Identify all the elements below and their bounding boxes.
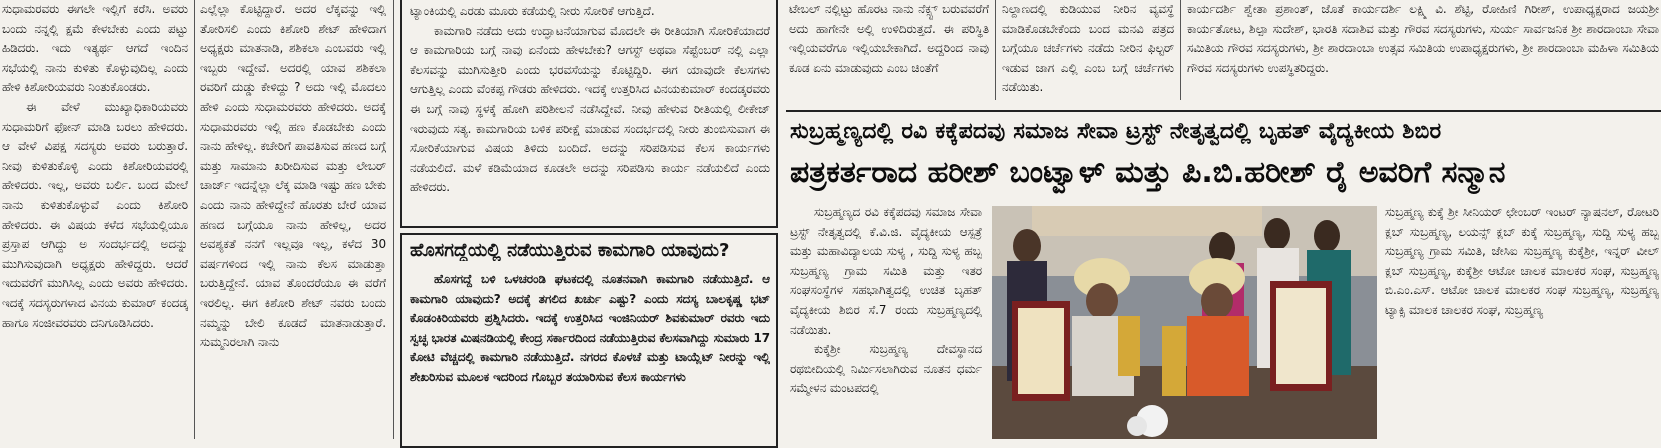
column-rule-2 bbox=[393, 0, 394, 439]
column-rule-4 bbox=[995, 0, 996, 100]
main-left-paragraph-2: ಕುಕ್ಕೆಶ್ರೀ ಸುಬ್ರಹ್ಮಣ್ಯ ದೇವಸ್ಥಾನದ ರಥಬೀದಿಯಲ್ಲಿ ನಿರ್ಮಿಸಲಾಗಿರುವ ನೂತನ ಧರ್ಮ ಸಮ್ಮೇಳನ ಮಂಟಪದಲ್ಲಿ bbox=[790, 342, 982, 396]
main-story-kicker: ಸುಬ್ರಹ್ಮಣ್ಯದಲ್ಲಿ ರವಿ ಕಕ್ಕೆಪದವು ಸಮಾಜ ಸೇವಾ ಟ್ರಸ್ಟ್ ನೇತೃತ್ವದಲ್ಲಿ ಬೃಹತ್ ವೈದ್ಯಕೀಯ ಶಿಬಿರ bbox=[790, 119, 1442, 144]
hosagadde-paragraph-1: ಹೊಸಗದ್ದೆ ಬಳಿ ಒಳಚರಂಡಿ ಘಟಕದಲ್ಲಿ ನೂತನವಾಗಿ ಕಾಮಗಾರಿ ನಡೆಯುತ್ತಿದೆ. ಆ ಕಾಮಗಾರಿ ಯಾವುದು? ಅದಕ್ಕೆ ತಗಲಿದ ಖರ್ಚು ಎಷ್ಟು? ಎಂದು ಸದಸ್ಯ ಬಾಲಕೃಷ್ಣ ಭಟ್ ಕೊಡಂಕಿರಿಯವರು ಪ್ರಶ್ನಿಸಿದರು. ಇದಕ್ಕೆ ಉತ್ತರಿಸಿದ ಇಂಜಿನಿಯರ್ ಶಿವಕುಮಾರ್ ರವರು ಇದು ಸ್ವಚ್ಛ ಭಾರತ ಮಿಷನಡಿಯಲ್ಲಿ ಕೇಂದ್ರ ಸರ್ಕಾರದಿಂದ ನಡೆಯುತ್ತಿರುವ ಕೆಲಸವಾಗಿದ್ದು ಸುಮಾರು 17 ಕೋಟಿ ವೆಚ್ಚದಲ್ಲಿ ಕಾಮಗಾರಿ ನಡೆಯುತ್ತಿದೆ. ನಗರದ ಕೊಳಚೆ ಮತ್ತು ಟಾಯ್ಲೆಟ್ ನೀರನ್ನು ಇಲ್ಲಿ ಶೇಖರಿಸುವ ಮೂಲಕ ಇದರಿಂದ ಗೊಬ್ಬರ ತಯಾರಿಸುವ ಕೆಲಸ ಕಾರ್ಯಗಳು bbox=[410, 272, 770, 384]
main-story-left-text bbox=[790, 203, 982, 439]
water-tank-paragraph-1: ಟ್ಯಾಂಕಿಯಲ್ಲಿ ಎರಡು ಮೂರು ಕಡೆಯಲ್ಲಿ ನೀರು ಸೋರಿಕೆ ಆಗುತ್ತಿದೆ. bbox=[410, 4, 655, 18]
column-4-text bbox=[789, 0, 989, 102]
main-left-paragraph-1: ಸುಬ್ರಹ್ಮಣ್ಯದ ರವಿ ಕಕ್ಕೆಪದವು ಸಮಾಜ ಸೇವಾ ಟ್ರಸ್ಟ್ ನೇತೃತ್ವದಲ್ಲಿ ಕೆ.ವಿ.ಜಿ. ವೈದ್ಯಕೀಯ ಆಸ್ಪತ್ರೆ ಮತ್ತು ಮಹಾವಿದ್ಯಾಲಯ ಸುಳ್ಯ , ಸುದ್ದಿ ಸುಳ್ಯ ಹಬ್ಬ ಸುಬ್ರಹ್ಮಣ್ಯ ಗ್ರಾಮ ಸಮಿತಿ ಮತ್ತು ಇತರ ಸಂಘಸಂಸ್ಥೆಗಳ ಸಹಭಾಗಿತ್ವದಲ್ಲಿ ಉಚಿತ ಬೃಹತ್ ವೈದ್ಯಕೀಯ ಶಿಬಿರ ಸೆ.7 ರಂದು ಸುಬ್ರಹ್ಮಣ್ಯದಲ್ಲಿ ನಡೆಯಿತು. bbox=[790, 205, 982, 337]
water-tank-story-text bbox=[410, 2, 770, 222]
main-story-headline: ಪತ್ರಕರ್ತರಾದ ಹರೀಶ್ ಬಂಟ್ವಾಳ್ ಮತ್ತು ಪಿ.ಬಿ.ಹರೀಶ್ ರೈ ಅವರಿಗೆ ಸನ್ಮಾನ bbox=[790, 155, 1506, 190]
hosagadde-story-title: ಹೊಸಗದ್ದೆಯಲ್ಲಿ ನಡೆಯುತ್ತಿರುವ ಕಾಮಗಾರಿ ಯಾವುದು? bbox=[410, 240, 730, 261]
main-story-right-text bbox=[1385, 203, 1659, 439]
col1-paragraph-2: ಈ ವೇಳೆ ಮುಖ್ಯಾಧಿಕಾರಿಯವರು ಸುಧಾಮರಿಗೆ ಫೋನ್ ಮಾಡಿ ಬರಲು ಹೇಳಿದರು. ಆ ವೇಳೆ ವಿಪಕ್ಷ ಸದಸ್ಯರು ಅವರು ಬರುತ್ತಾರೆ. ನೀವು ಕುಳಿತುಕೊಳ್ಳಿ ಎಂದು ಕಿಶೋರಿಯವರಲ್ಲಿ ಹೇಳಿದರು. ಇಲ್ಲ, ಅವರು ಬರ್ಲಿ. ಬಂದ ಮೇಲೆ ನಾನು ಕುಳಿತುಕೊಳ್ಳುವೆ ಎಂದು ಕಿಶೋರಿ ಹೇಳಿದರು. ಈ ವಿಷಯ ಕಳೆದ ಸಭೆಯಲ್ಲಿಯೂ ಪ್ರಸ್ತಾಪ ಆಗಿದ್ದು ಅ ಸಂದರ್ಭದಲ್ಲಿ ಅದನ್ನು ಮುಗಿಸುವುದಾಗಿ ಅಧ್ಯಕ್ಷರು ಹೇಳಿದ್ದರು. ಆದರೆ ಇದುವರೆಗೆ ಮುಗಿಸಿಲ್ಲ ಎಂದು ಅವರು ಹೇಳಿದರು. ಇದಕ್ಕೆ ಸದಸ್ಯರುಗಳಾದ ವಿನಯ ಕುಮಾರ್ ಕಂದಡ್ಕ ಹಾಗೂ ಸಂಜೀವರವರು ದನಿಗೂಡಿಸಿದರು. bbox=[2, 99, 188, 330]
water-tank-paragraph-2: ಕಾಮಗಾರಿ ನಡೆದು ಅದು ಉದ್ಘಾಟನೆಯಾಗುವ ಮೊದಲೇ ಈ ರೀತಿಯಾಗಿ ಸೋರಿಕೆಯಾದರೆ ಆ ಕಾಮಗಾರಿಯ ಬಗ್ಗೆ ನಾವು ಏನೆಂದು ಹೇಳಬೇಕು? ಆಗಸ್ಟ್ ಅಥವಾ ಸೆಪ್ಟೆಂಬರ್ ನಲ್ಲಿ ಎಲ್ಲಾ ಕೆಲಸವನ್ನು ಮುಗಿಸುತ್ತೀರಿ ಎಂದು ಭರವಸೆಯನ್ನು ಕೊಟ್ಟಿದ್ದಿರಿ. ಈಗ ಯಾವುದೇ ಕೆಲಸಗಳು ಆಗುತ್ತಿಲ್ಲ ಎಂದು ವೆಂಕಪ್ಪ ಗೌಡರು ಹೇಳಿದರು. ಇದಕ್ಕೆ ಉತ್ತರಿಸಿದ ವಿನಯಕುಮಾರ್ ಕಂದಡ್ಕರವರು ಈ ಬಗ್ಗೆ ನಾವು ಸ್ಥಳಕ್ಕೆ ಹೋಗಿ ಪರಿಶೀಲನೆ ನಡೆಸಿದ್ದೇವೆ. ನೀವು ಹೇಳುವ ರೀತಿಯಲ್ಲಿ ಲೀಕೇಜ್ ಇರುವುದು ಸತ್ಯ. ಕಾಮಗಾರಿಯ ಬಳಿಕ ಪರೀಕ್ಷೆ ಮಾಡುವ ಸಂದರ್ಭದಲ್ಲಿ ನೀರು ತುಂಬಿಸುವಾಗ ಈ ಸೋರಿಕೆಯಾಗುವ ವಿಷಯ ತಿಳಿದು ಬಂದಿದೆ. ಅದನ್ನು ಸರಿಪಡಿಸುವ ಕೆಲಸ ಕಾರ್ಯಗಳು ನಡೆಯಲಿದೆ. ಮಳೆ ಕಡಿಮೆಯಾದ ಕೂಡಲೇ ಅದನ್ನು ಸರಿಪಡಿಸು ಕಾರ್ಯ ನಡೆಯಲಿದೆ ಎಂದು ಹೇಳಿದರು. bbox=[410, 23, 770, 195]
col5-paragraph-1: ನಿಲ್ದಾಣದಲ್ಲಿ ಕುಡಿಯುವ ನೀರಿನ ವ್ಯವಸ್ಥೆ ಮಾಡಿಕೊಡಬೇಕೆಂದು ಬಂದ ಮನವಿ ಪತ್ರದ ಬಗ್ಗೆಯೂ ಚರ್ಚೆಗಳು ನಡೆದು ನೀರಿನ ಫಿಲ್ಟರ್ ಇಡುವ ಜಾಗ ಎಲ್ಲಿ ಎಂಬ ಬಗ್ಗೆ ಚರ್ಚೆಗಳು ನಡೆಯಿತು. bbox=[1002, 2, 1174, 95]
col4-paragraph-1: ಟೇಬಲ್ ನಲ್ಲಿಟ್ಟು ಹೊರಟ ನಾನು ನೆಕ್ಸ್ಟ್ ಬರುವವರೆಗೆ ಅದು ಹಾಗೇನೇ ಅಲ್ಲಿ ಉಳಿದಿರುತ್ತದೆ. ಈ ಪರಿಸ್ಥಿತಿ ಇಲ್ಲಿಯವರೆಗೂ ಇಲ್ಲಿಯಬೇಕಾಗಿದೆ. ಅದ್ದರಿಂದ ನಾವು ಕೂಡ ಏನು ಮಾಡುವುದು ಎಂಬ ಚಿಂತೆಗೆ bbox=[789, 2, 989, 75]
column-5-text bbox=[1002, 0, 1174, 102]
column-2-text bbox=[200, 0, 386, 439]
column-rule-5 bbox=[1180, 0, 1181, 100]
column-rule-1 bbox=[194, 0, 195, 439]
main-story-top-rule bbox=[786, 110, 1661, 112]
felicitation-photo bbox=[992, 206, 1377, 439]
col6-paragraph-1: ಕಾರ್ಯದರ್ಶಿ ಶ್ವೇತಾ ಪ್ರಶಾಂತ್, ಜೊತೆ ಕಾರ್ಯದರ್ಶಿ ಲಕ್ಷ್ಮಿ ವಿ. ಶೆಟ್ಟಿ, ರೋಹಿಣಿ ಗಿರೀಶ್, ಉಪಾಧ್ಯಕ್ಷರಾದ ಜಯಶ್ರೀ ಕಾರ್ಯತೋಟ, ಶಿಲ್ಪಾ ಸುದೇಶ್, ಭಾರತಿ ಸದಾಶಿವ ಮತ್ತು ಗೌರವ ಸದಸ್ಯರುಗಳು, ಸುರ್ಯ ಸಾರ್ವಜನಿಕ ಶ್ರೀ ಶಾರದಾಂಬಾ ಸೇವಾ ಸಮಿತಿಯ ಗೌರವ ಸದಸ್ಯರುಗಳು, ಶ್ರೀ ಶಾರದಾಂಬಾ ಉತ್ಸವ ಸಮಿತಿಯ ಉಪಾಧ್ಯಕ್ಷರುಗಳು, ಶ್ರೀ ಶಾರದಾಂಬಾ ಮಹಿಳಾ ಸಮಿತಿಯ ಗೌರವ ಸದಸ್ಯರುಗಳು ಉಪಸ್ಥಿತರಿದ್ದರು. bbox=[1187, 2, 1659, 75]
felicitation-photo-icon bbox=[992, 206, 1377, 439]
column-6-text bbox=[1187, 0, 1659, 102]
col1-paragraph-1: ಸುಧಾಮರವರು ಈಗಲೇ ಇಲ್ಲಿಗೆ ಕರೆಸಿ. ಅವರು ಬಂದು ನನ್ನಲ್ಲಿ ಕ್ಷಮೆ ಕೇಳಬೇಕು ಎಂದು ಪಟ್ಟು ಹಿಡಿದರು. ಇದು ಇತ್ಯರ್ಥ ಆಗದೆ ಇಂದಿನ ಸಭೆಯಲ್ಲಿ ನಾನು ಕುಳಿತು ಕೊಳ್ಳುವುದಿಲ್ಲ ಎಂದು ಹೇಳಿ ಕಿಶೋರಿಯವರು ನಿಂತುಕೊಂಡರು. bbox=[2, 2, 188, 95]
col2-paragraph-1: ಎಲ್ಲೆಲ್ಲಾ ಕೊಟ್ಟಿದ್ದಾರೆ. ಅದರ ಲೆಕ್ಕವನ್ನು ಇಲ್ಲಿ ತೋರಿಸಲಿ ಎಂದು ಕಿಶೋರಿ ಶೇಟ್ ಹೇಳಿದಾಗ ಅಧ್ಯಕ್ಷರು ಮಾತನಾಡಿ, ಶಶಿಕಲಾ ಎಂಬವರು ಇಲ್ಲಿ ಇಬ್ಬರು ಇದ್ದೇವೆ. ಅದರಲ್ಲಿ ಯಾವ ಶಶಿಕಲಾ ರವರಿಗೆ ದುಡ್ಡು ಕೇಳಿದ್ದು ? ಅದು ಇಲ್ಲಿ ಮೊದಲು ಹೇಳಿ ಎಂದು ಸುಧಾಮರವರು ಹೇಳಿದರು. ಅದಕ್ಕೆ ಸುಧಾಮರವರು ಇಲ್ಲಿ ಹಣ ಕೊಡಬೇಕು ಎಂದು ನಾನು ಹೇಳಿಲ್ಲ. ಕಚೇರಿಗೆ ಪಾವತಿಸುವ ಹಣದ ಬಗ್ಗೆ ಮತ್ತು ಸಾಮಾನು ಖರೀದಿಸುವ ಮತ್ತು ಲೇಬರ್ ಚಾರ್ಜ್ ಇದನ್ನೆಲ್ಲಾ ಲೆಕ್ಕ ಮಾಡಿ ಇಷ್ಟು ಹಣ ಬೇಕು ಎಂದು ನಾನು ಹೇಳಿದ್ದೇನೆ ಹೊರತು ಬೇರೆ ಯಾವ ಹಣದ ಬಗ್ಗೆಯೂ ನಾನು ಹೇಳಿಲ್ಲ, ಅದರ ಅವಶ್ಯಕತೆ ನನಗೆ ಇಲ್ಲವೂ ಇಲ್ಲ, ಕಳೆದ 30 ವರ್ಷಗಳಿಂದ ಇಲ್ಲಿ ನಾನು ಕೆಲಸ ಮಾಡುತ್ತಾ ಬರುತ್ತಿದ್ದೇನೆ. ಯಾವ ತೊಂದರೆಯೂ ಈ ವರೆಗೆ ಇರಲಿಲ್ಲ. ಈಗ ಕಿಶೋರಿ ಶೇಟ್ ನವರು ಬಂದು ನಮ್ಮನ್ನು ಬೇಲಿ ಕೂಡದೆ ಮಾತನಾಡುತ್ತಾರೆ. ಸುಮ್ಮನಿರಲಾಗಿ ನಾನು bbox=[200, 2, 386, 350]
hosagadde-story-text bbox=[410, 270, 770, 439]
column-1-text bbox=[2, 0, 188, 439]
main-right-paragraph-1: ಸುಬ್ರಹ್ಮಣ್ಯ ಕುಕ್ಕೆ ಶ್ರೀ ಸೀನಿಯರ್ ಛೇಂಬರ್ ಇಂಟರ್ ನ್ಯಾಷನಲ್, ರೋಟರಿ ಕ್ಲಬ್ ಸುಬ್ರಹ್ಮಣ್ಯ, ಲಯನ್ಸ್ ಕ್ಲಬ್ ಕುಕ್ಕೆ ಸುಬ್ರಹ್ಮಣ್ಯ, ಸುದ್ದಿ ಸುಳ್ಯ ಹಬ್ಬ ಸುಬ್ರಹ್ಮಣ್ಯ ಗ್ರಾಮ ಸಮಿತಿ, ಜೇಸಿಐ ಸುಬ್ರಹ್ಮಣ್ಯ ಕುಕ್ಕೆಶ್ರೀ, ಇನ್ನರ್ ವೀಲ್ ಕ್ಲಬ್ ಸುಬ್ರಹ್ಮಣ್ಯ, ಕುಕ್ಕೆಶ್ರೀ ಆಟೋ ಚಾಲಕ ಮಾಲಕರ ಸಂಘ, ಸುಬ್ರಹ್ಮಣ್ಯ ಬಿ.ಎಂ.ಎಸ್. ಆಟೋ ಚಾಲಕ ಮಾಲಕರ ಸಂಘ ಸುಬ್ರಹ್ಮಣ್ಯ, ಸುಬ್ರಹ್ಮಣ್ಯ ಟ್ಯಾಕ್ಸಿ ಮಾಲಕ ಚಾಲಕರ ಸಂಘ, ಸುಬ್ರಹ್ಮಣ್ಯ bbox=[1385, 205, 1659, 317]
